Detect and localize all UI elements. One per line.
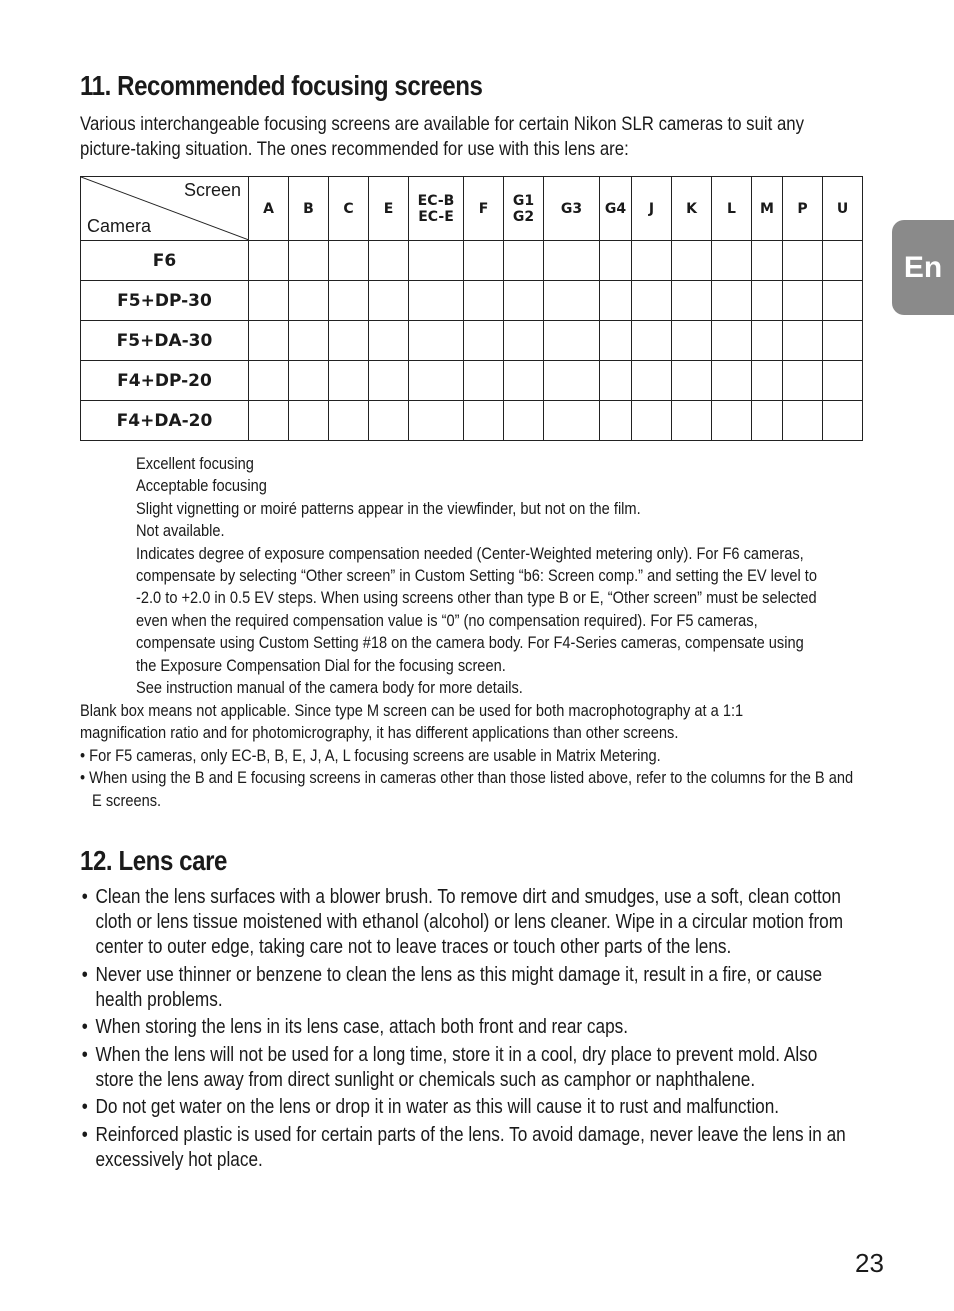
table-row xyxy=(81,361,863,401)
legend-item: Slight vignetting or moiré patterns appear in the viewfinder, but not on the film. xyxy=(136,498,641,518)
legend-item: Excellent focusing xyxy=(136,454,254,473)
table-cell xyxy=(712,361,752,401)
legend-item: Not available. xyxy=(136,521,225,541)
table-cell xyxy=(409,361,464,401)
table-cell xyxy=(369,401,409,441)
note-line: Blank box means not applicable. Since type M screen can be used for both macrophotography at a 1:1 xyxy=(80,701,744,720)
table-cell xyxy=(329,281,369,321)
table-cell xyxy=(712,321,752,361)
table-cell xyxy=(504,361,544,401)
table-cell xyxy=(632,401,672,441)
table-cell xyxy=(752,361,783,401)
note-line: magnification ratio and for photomicrography, it has different applications than other screens. xyxy=(80,723,679,743)
table-cell xyxy=(544,281,600,321)
section-11-intro xyxy=(80,112,837,162)
table-cell xyxy=(369,241,409,281)
table-cell xyxy=(752,281,783,321)
legend-item: -2.0 to +2.0 in 0.5 EV steps. When using screens other than type B or E, “Other screen” must be selected xyxy=(136,588,817,608)
table-cell xyxy=(600,401,632,441)
section-12-title: 12. Lens care xyxy=(80,845,228,876)
table-cell xyxy=(712,281,752,321)
table-cell xyxy=(289,281,329,321)
table-cell xyxy=(632,321,672,361)
table-cell xyxy=(249,241,289,281)
table-cell xyxy=(783,241,823,281)
legend-item: See instruction manual of the camera body for more details. xyxy=(136,678,523,698)
list-item: • Clean the lens surfaces with a blower brush. To remove dirt and smudges, use a soft, clean cotton cloth or lens tissue moistened with ethanol (alcohol) or lens cleaner. Wipe in a circular motion from center to outer edge, taking care not to leave traces or touch other parts of the lens. xyxy=(81,886,844,958)
table-cell xyxy=(823,281,863,321)
intro-line: picture-taking situation. The ones recommended for use with this lens are: xyxy=(80,138,629,160)
table-row xyxy=(81,401,863,441)
screen-axis-label: Screen xyxy=(183,180,241,200)
bullet-icon: • xyxy=(81,886,88,908)
table-cell xyxy=(600,321,632,361)
note-bullet: • When using the B and E focusing screens in cameras other than those listed above, refer to the columns for the B and E screens. xyxy=(80,768,854,810)
camera-name: F6 xyxy=(81,241,249,281)
table-cell xyxy=(504,401,544,441)
table-cell xyxy=(289,321,329,361)
camera-name: F4+DA-20 xyxy=(81,401,249,441)
bullet-icon: • xyxy=(81,1016,88,1038)
column-header: J xyxy=(632,177,672,241)
column-header: M xyxy=(752,177,783,241)
table-cell xyxy=(544,401,600,441)
intro-line: Various interchangeable focusing screens are available for certain Nikon SLR cameras to suit any xyxy=(80,113,804,135)
table-cell xyxy=(249,321,289,361)
column-header: B xyxy=(289,177,329,241)
table-cell xyxy=(369,321,409,361)
table-cell xyxy=(504,281,544,321)
note-bullet: • For F5 cameras, only EC-B, B, E, J, A, L focusing screens are usable in Matrix Metering. xyxy=(80,745,661,765)
bullet-icon: • xyxy=(81,1096,88,1118)
table-cell xyxy=(752,241,783,281)
table-cell xyxy=(464,321,504,361)
table-cell xyxy=(783,361,823,401)
legend-item: compensate using Custom Setting #18 on the camera body. For F4-Series cameras, compensate using xyxy=(136,633,804,653)
table-cell xyxy=(672,361,712,401)
table-notes xyxy=(80,700,859,812)
table-cell xyxy=(672,281,712,321)
table-cell xyxy=(249,361,289,401)
column-header: G1 G2 xyxy=(504,177,544,241)
table-cell xyxy=(544,241,600,281)
legend-item: the Exposure Compensation Dial for the focusing screen. xyxy=(136,655,506,675)
language-tab: En xyxy=(892,220,954,315)
column-header: G4 xyxy=(600,177,632,241)
table-cell xyxy=(409,321,464,361)
camera-name: F5+DA-30 xyxy=(81,321,249,361)
table-cell xyxy=(672,321,712,361)
table-cell xyxy=(672,241,712,281)
table-cell xyxy=(464,281,504,321)
column-header: U xyxy=(823,177,863,241)
table-cell xyxy=(329,361,369,401)
table-cell xyxy=(249,401,289,441)
table-cell xyxy=(783,321,823,361)
table-cell xyxy=(712,401,752,441)
table-cell xyxy=(632,361,672,401)
table-cell xyxy=(752,401,783,441)
column-header: E xyxy=(369,177,409,241)
legend-item: Indicates degree of exposure compensation needed (Center-Weighted metering only). For F6 cameras, xyxy=(136,543,804,563)
table-row xyxy=(81,281,863,321)
table-corner-cell xyxy=(81,177,249,241)
column-header: F xyxy=(464,177,504,241)
table-cell xyxy=(289,241,329,281)
list-item: • Reinforced plastic is used for certain parts of the lens. To avoid damage, never leave the lens in an excessively hot place. xyxy=(81,1123,846,1171)
table-cell xyxy=(329,321,369,361)
column-header: G3 xyxy=(544,177,600,241)
table-cell xyxy=(249,281,289,321)
table-cell xyxy=(672,401,712,441)
legend-item: even when the required compensation value is “0” (no compensation required). For F5 cameras, xyxy=(136,610,758,630)
table-cell xyxy=(504,321,544,361)
table-cell xyxy=(600,281,632,321)
legend-item: Acceptable focusing xyxy=(136,476,267,496)
table-cell xyxy=(409,281,464,321)
table-legend xyxy=(136,453,855,699)
table-cell xyxy=(823,321,863,361)
table-cell xyxy=(409,401,464,441)
table-cell xyxy=(823,361,863,401)
list-item: • When storing the lens in its lens case, attach both front and rear caps. xyxy=(81,1016,629,1038)
camera-name: F4+DP-20 xyxy=(81,361,249,401)
table-cell xyxy=(600,361,632,401)
table-cell xyxy=(823,401,863,441)
table-cell xyxy=(464,241,504,281)
table-cell xyxy=(464,401,504,441)
camera-name: F5+DP-30 xyxy=(81,281,249,321)
list-item: • When the lens will not be used for a long time, store it in a cool, dry place to prevent mold. Also store the lens away from direct sunlight or chemicals such as camphor or naphthalene. xyxy=(81,1043,818,1091)
bullet-icon: • xyxy=(81,963,88,986)
table-cell xyxy=(289,401,329,441)
table-cell xyxy=(464,361,504,401)
table-cell xyxy=(544,361,600,401)
table-cell xyxy=(632,241,672,281)
table-cell xyxy=(783,401,823,441)
table-cell xyxy=(289,361,329,401)
legend-item: compensate by selecting “Other screen” in Custom Setting “b6: Screen comp.” and setting the EV level to xyxy=(136,566,817,586)
column-header: C xyxy=(329,177,369,241)
list-item: • Never use thinner or benzene to clean the lens as this might damage it, result in a fire, or cause health problems. xyxy=(81,963,823,1011)
bullet-icon: • xyxy=(81,1123,88,1146)
table-cell xyxy=(823,241,863,281)
column-header: EC-B EC-E xyxy=(409,177,464,241)
list-item: • Do not get water on the lens or drop it in water as this will cause it to rust and malfunction. xyxy=(81,1096,780,1118)
table-cell xyxy=(329,241,369,281)
table-cell xyxy=(632,281,672,321)
section-11-title: 11. Recommended focusing screens xyxy=(80,70,483,101)
table-cell xyxy=(712,241,752,281)
column-header: K xyxy=(672,177,712,241)
column-header: L xyxy=(712,177,752,241)
table-cell xyxy=(600,241,632,281)
table-row xyxy=(81,321,863,361)
table-cell xyxy=(752,321,783,361)
page-number: 23 xyxy=(855,1248,884,1278)
table-header-row xyxy=(81,177,863,241)
table-row xyxy=(81,241,863,281)
focusing-screen-table xyxy=(80,176,863,441)
table-cell xyxy=(504,241,544,281)
table-cell xyxy=(369,281,409,321)
table-cell xyxy=(544,321,600,361)
column-header: A xyxy=(249,177,289,241)
table-cell xyxy=(329,401,369,441)
table-cell xyxy=(409,241,464,281)
column-header: P xyxy=(783,177,823,241)
camera-axis-label: Camera xyxy=(87,216,152,236)
table-cell xyxy=(369,361,409,401)
bullet-icon: • xyxy=(81,1043,88,1066)
lens-care-list xyxy=(80,885,859,1175)
table-cell xyxy=(783,281,823,321)
